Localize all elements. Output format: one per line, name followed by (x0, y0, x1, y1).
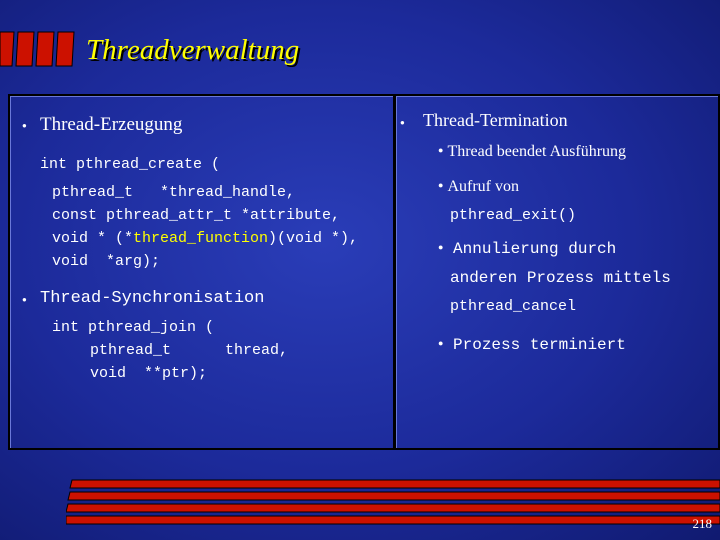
code-name: *thread_handle, (160, 184, 296, 201)
code-join-param-thread (90, 342, 288, 359)
termination-item-4 (438, 336, 626, 354)
heading-thread-synchronisation: Thread-Synchronisation (40, 289, 265, 308)
bullet-icon: ● (22, 121, 27, 130)
termination-item-3-continued: anderen Prozess mittels (450, 269, 671, 287)
termination-item-2-label: Aufruf von (447, 178, 519, 195)
code-post: )(void *), (268, 230, 359, 247)
code-param-thread-handle (52, 184, 295, 201)
bullet-icon: ● (22, 295, 27, 304)
heading-thread-termination: Thread-Termination (423, 110, 568, 130)
code-name: thread, (225, 342, 289, 359)
termination-item-4-label: Prozess terminiert (453, 336, 626, 354)
sub-bullet-icon: ● (438, 180, 444, 190)
sub-bullet-icon: ● (438, 339, 444, 349)
termination-item-2 (438, 178, 519, 196)
code-param-attribute: const pthread_attr_t *attribute, (52, 207, 341, 224)
sub-bullet-icon: ● (438, 145, 444, 155)
code-pthread-join: int pthread_join ( (52, 319, 215, 336)
code-pthread-create: int pthread_create ( (40, 156, 221, 173)
code-highlight-thread-function: thread_function (133, 230, 269, 247)
sub-bullet-icon: ● (438, 243, 444, 253)
code-param-thread-function (52, 230, 358, 247)
code-pthread-cancel: pthread_cancel (450, 298, 577, 315)
slide-title: Threadverwaltung (86, 34, 300, 66)
bullet-icon: ● (400, 118, 405, 127)
code-type: pthread_t (52, 184, 134, 201)
code-pre: void * (* (52, 230, 134, 247)
code-pthread-exit: pthread_exit() (450, 207, 577, 224)
code-join-param-ptr: void **ptr); (90, 365, 208, 382)
left-panel (8, 94, 395, 450)
decorative-bars-bottom (66, 478, 720, 526)
code-type: pthread_t (90, 342, 172, 359)
termination-item-1 (438, 143, 626, 161)
termination-item-3-label: Annulierung durch (453, 240, 617, 258)
decorative-bars-top (0, 30, 76, 68)
code-param-arg: void *arg); (52, 253, 161, 270)
termination-item-3 (438, 240, 616, 258)
heading-thread-creation: Thread-Erzeugung (40, 114, 183, 135)
termination-item-1-label: Thread beendet Ausführung (447, 143, 627, 160)
page-number: 218 (692, 516, 712, 531)
